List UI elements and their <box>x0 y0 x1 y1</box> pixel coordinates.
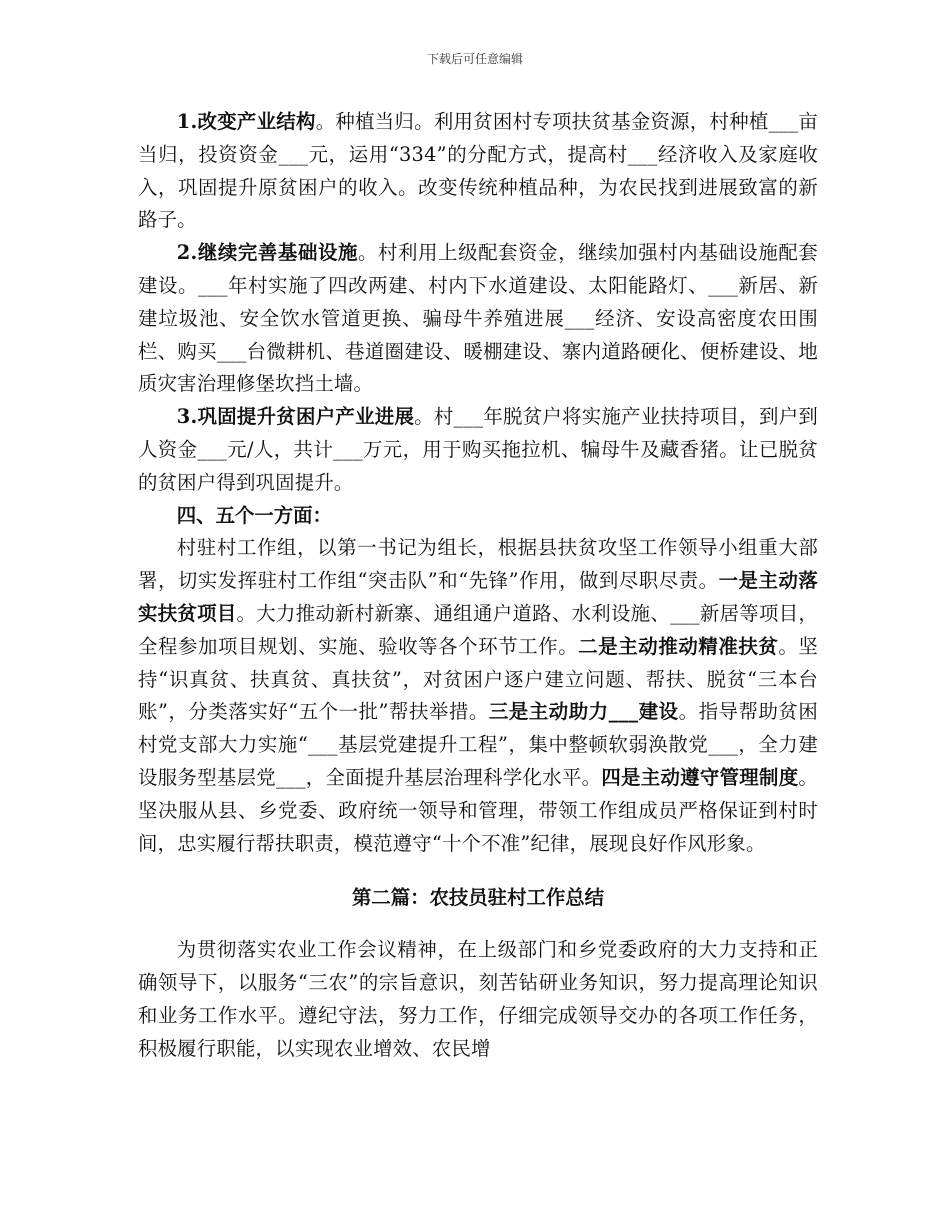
bold-lead: 1.改变产业结构 <box>176 110 316 133</box>
paragraph-text: 。指导帮助贫困村党支部大力实施“___基层党建提升工程”，集中整顿软弱涣散党___，全力建设服务型基层党___，全面提升基层治理科学化水平。 <box>138 700 818 789</box>
paragraph-text: 。大力推动新村新寨、通组通户道路、水利设施、___新居等项目，全程参加项目规划、实施、验收等各个环节工作。 <box>138 601 818 658</box>
paragraph-text: 。种植当归。利用贫困村专项扶贫基金资源，村种植___亩当归，投资资金___元，运用“334”的分配方式，提高村___经济收入及家庭收入，巩固提升原贫困户的收入。改变传统种植品种，为农民找到进展致富的新路子。 <box>138 110 818 232</box>
paragraph-text: 。坚决服从县、乡党委、政府统一领导和管理，带领工作组成员严格保证到村时间，忠实履行帮扶职责，模范遵守“十个不准”纪律，展现良好作风形象。 <box>138 765 818 855</box>
bold-point-3: 三是主动助力___建设 <box>488 700 679 724</box>
bold-point-2: 二是主动推动精准扶贫 <box>578 634 779 658</box>
paragraph-text: 。村利用上级配套资金，继续加强村内基础设施配套建设。___年村实施了四改两建、村内下水道建设、太阳能路灯、___新居、新建垃圾池、安全饮水管道更换、骗母牛养殖进展___经济、安设高密度农田围栏、购买___台微耕机、巷道圈建设、暖棚建设、寨内道路硬化、便桥建设、地质灾害治理修堡坎挡土墙。 <box>138 241 818 396</box>
bold-point-1: 一是主动落实扶贫项目 <box>138 569 819 625</box>
paragraph-work-team <box>138 532 818 860</box>
bold-lead: 3.巩固提升贫困户产业进展 <box>176 405 415 429</box>
paragraph-industry-structure <box>138 106 818 237</box>
paragraph-agri-tech-summary <box>138 934 818 1065</box>
paragraph-text: 村驻村工作组，以第一书记为组长，根据县扶贫攻坚工作领导小组重大部署，切实发挥驻村工作组“突击队”和“先锋”作用，做到尽职尽责。 <box>138 536 818 593</box>
bold-point-4: 四是主动遵守管理制度 <box>601 765 799 789</box>
paragraph-poverty-industry <box>138 401 818 499</box>
page-header: 下载后可任意编辑 <box>426 52 523 66</box>
paragraph-infrastructure <box>138 237 818 401</box>
paragraph-text: 为贯彻落实农业工作会议精神，在上级部门和乡党委政府的大力支持和正确领导下，以服务“三农”的宗旨意识，刻苦钻研业务知识，努力提高理论知识和业务工作水平。遵纪守法，努力工作，仔细完成领导交办的各项工作任务，积极履行职能，以实现农业增效、农民增 <box>138 938 818 1060</box>
document-body <box>138 106 818 1066</box>
paragraph-text: 。村___年脱贫户将实施产业扶持项目，到户到人资金___元/人，共计___万元，用于购买拖拉机、犏母牛及藏香猪。让已脱贫的贫困户得到巩固提升。 <box>138 405 818 494</box>
heading-five-aspects: 四、五个一方面： <box>176 503 332 527</box>
bold-lead: 2.继续完善基础设施 <box>176 241 359 265</box>
paragraph-text: 。坚持“识真贫、扶真贫、真扶贫”，对贫困户逐户建立问题、帮扶、脱贫“三本台账”，分类落实好“五个一批”帮扶举措。 <box>138 634 818 724</box>
section-title: 第二篇：农技员驻村工作总结 <box>351 886 605 910</box>
